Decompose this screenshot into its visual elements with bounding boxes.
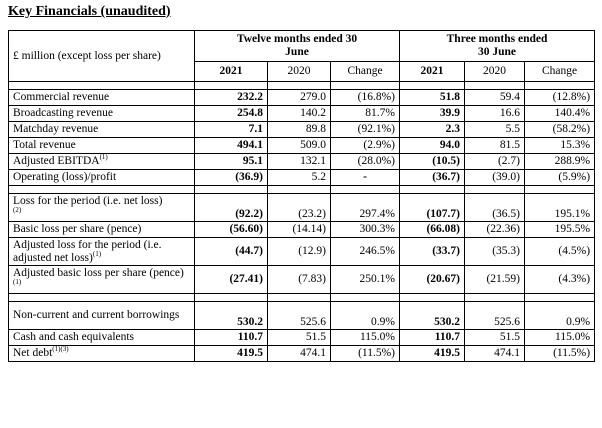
value-2021-three: 39.9 [400,106,465,122]
value-2021-twelve: 419.5 [195,346,268,362]
row-label: Total revenue [9,138,195,154]
value-2020-twelve: (14.14) [268,222,331,238]
year-2020-three: 2020 [465,62,525,82]
change-twelve: Change [331,62,400,82]
change-value-three: (11.5%) [525,346,595,362]
value-2021-twelve: (56.60) [195,222,268,238]
table-row [9,122,595,138]
value-2020-twelve: 474.1 [268,346,331,362]
value-2021-three: 110.7 [400,330,465,346]
change-value-twelve: 300.3% [331,222,400,238]
value-2021-three: (107.7) [400,194,465,222]
change-value-twelve: 246.5% [331,238,400,266]
spacer-row [9,186,595,194]
value-2021-three: (20.67) [400,266,465,294]
value-2021-twelve: 530.2 [195,302,268,330]
value-2020-twelve: 509.0 [268,138,331,154]
change-value-twelve: (11.5%) [331,346,400,362]
value-2020-twelve: 140.2 [268,106,331,122]
row-label: Commercial revenue [9,90,195,106]
table-row [9,194,595,222]
spacer-row [9,82,595,90]
value-2020-twelve: 132.1 [268,154,331,170]
change-value-three: 115.0% [525,330,595,346]
value-2021-three: 94.0 [400,138,465,154]
value-2021-twelve: 494.1 [195,138,268,154]
table-row [9,106,595,122]
value-2021-twelve: 7.1 [195,122,268,138]
change-value-three: 288.9% [525,154,595,170]
table-row [9,138,595,154]
value-2020-three: (35.3) [465,238,525,266]
value-2021-three: 51.8 [400,90,465,106]
change-value-twelve: (92.1%) [331,122,400,138]
value-2020-three: 525.6 [465,302,525,330]
value-2020-three: (21.59) [465,266,525,294]
value-2020-twelve: 5.2 [268,170,331,186]
table-row [9,346,595,362]
value-2020-three: (39.0) [465,170,525,186]
change-value-three: 195.1% [525,194,595,222]
value-2020-three: (2.7) [465,154,525,170]
change-value-three: (12.8%) [525,90,595,106]
value-2021-twelve: (44.7) [195,238,268,266]
three-months-header: Three months ended 30 June [400,31,595,62]
value-2021-three: (33.7) [400,238,465,266]
units-label: £ million (except loss per share) [9,31,195,82]
change-value-three: 0.9% [525,302,595,330]
change-value-three: 140.4% [525,106,595,122]
change-value-twelve: 297.4% [331,194,400,222]
change-value-twelve: (16.8%) [331,90,400,106]
change-value-twelve: 250.1% [331,266,400,294]
value-2021-twelve: (36.9) [195,170,268,186]
row-label: Non-current and current borrowings [9,302,195,330]
table-row [9,154,595,170]
key-financials-table [8,30,595,362]
value-2021-twelve: 95.1 [195,154,268,170]
value-2020-twelve: 89.8 [268,122,331,138]
row-label: Loss for the period (i.e. net loss) $^{(2)}$ [9,194,195,222]
change-value-twelve: - [331,170,400,186]
value-2020-twelve: (23.2) [268,194,331,222]
footnote-marker: (1) [99,153,108,162]
value-2021-twelve: (92.2) [195,194,268,222]
change-value-twelve: 81.7% [331,106,400,122]
change-value-three: 195.5% [525,222,595,238]
row-label: Adjusted basic loss per share (pence)$^{(1)}$ [9,266,195,294]
value-2020-twelve: (7.83) [268,266,331,294]
change-value-three: (5.9%) [525,170,595,186]
value-2020-twelve: 51.5 [268,330,331,346]
change-value-three: 15.3% [525,138,595,154]
change-value-twelve: (28.0%) [331,154,400,170]
value-2021-twelve: 254.8 [195,106,268,122]
value-2020-three: 51.5 [465,330,525,346]
row-label: Basic loss per share (pence) [9,222,195,238]
spacer-row [9,294,595,302]
year-2021-twelve: 2021 [195,62,268,82]
row-label: Adjusted loss for the period (i.e. adjusted net loss)$^{(1)}$ [9,238,195,266]
header-period-row [9,31,595,62]
value-2021-twelve: 232.2 [195,90,268,106]
value-2020-three: (36.5) [465,194,525,222]
footnote-marker: (1) [13,277,22,286]
value-2021-three: 530.2 [400,302,465,330]
year-2021-three: 2021 [400,62,465,82]
row-label: Adjusted EBITDA$^{(1)}$ [9,154,195,170]
value-2021-three: (10.5) [400,154,465,170]
change-value-twelve: (2.9%) [331,138,400,154]
value-2020-three: 474.1 [465,346,525,362]
value-2020-three: (22.36) [465,222,525,238]
year-2020-twelve: 2020 [268,62,331,82]
table-row [9,222,595,238]
footnote-marker: (1) [92,249,102,258]
footnote-marker: (2) [13,205,22,214]
table-row [9,238,595,266]
value-2020-three: 16.6 [465,106,525,122]
row-label: Net debt$^{(1)(3)}$ [9,346,195,362]
change-value-three: (58.2%) [525,122,595,138]
change-value-three: (4.3%) [525,266,595,294]
value-2020-three: 5.5 [465,122,525,138]
value-2020-three: 59.4 [465,90,525,106]
table-row [9,170,595,186]
table-row [9,330,595,346]
twelve-months-header: Twelve months ended 30 June [195,31,400,62]
row-label: Cash and cash equivalents [9,330,195,346]
value-2021-three: 419.5 [400,346,465,362]
value-2020-three: 81.5 [465,138,525,154]
row-label: Matchday revenue [9,122,195,138]
table-row [9,302,595,330]
value-2021-three: 2.3 [400,122,465,138]
value-2020-twelve: 525.6 [268,302,331,330]
row-label: Operating (loss)/profit [9,170,195,186]
change-value-three: (4.5%) [525,238,595,266]
row-label: Broadcasting revenue [9,106,195,122]
value-2020-twelve: 279.0 [268,90,331,106]
value-2021-three: (66.08) [400,222,465,238]
table-row [9,266,595,294]
value-2021-three: (36.7) [400,170,465,186]
value-2020-twelve: (12.9) [268,238,331,266]
change-value-twelve: 115.0% [331,330,400,346]
footnote-marker: (1)(3) [52,345,69,354]
value-2021-twelve: 110.7 [195,330,268,346]
table-row [9,90,595,106]
change-three: Change [525,62,595,82]
change-value-twelve: 0.9% [331,302,400,330]
section-title: Key Financials (unaudited) [8,4,171,19]
value-2021-twelve: (27.41) [195,266,268,294]
